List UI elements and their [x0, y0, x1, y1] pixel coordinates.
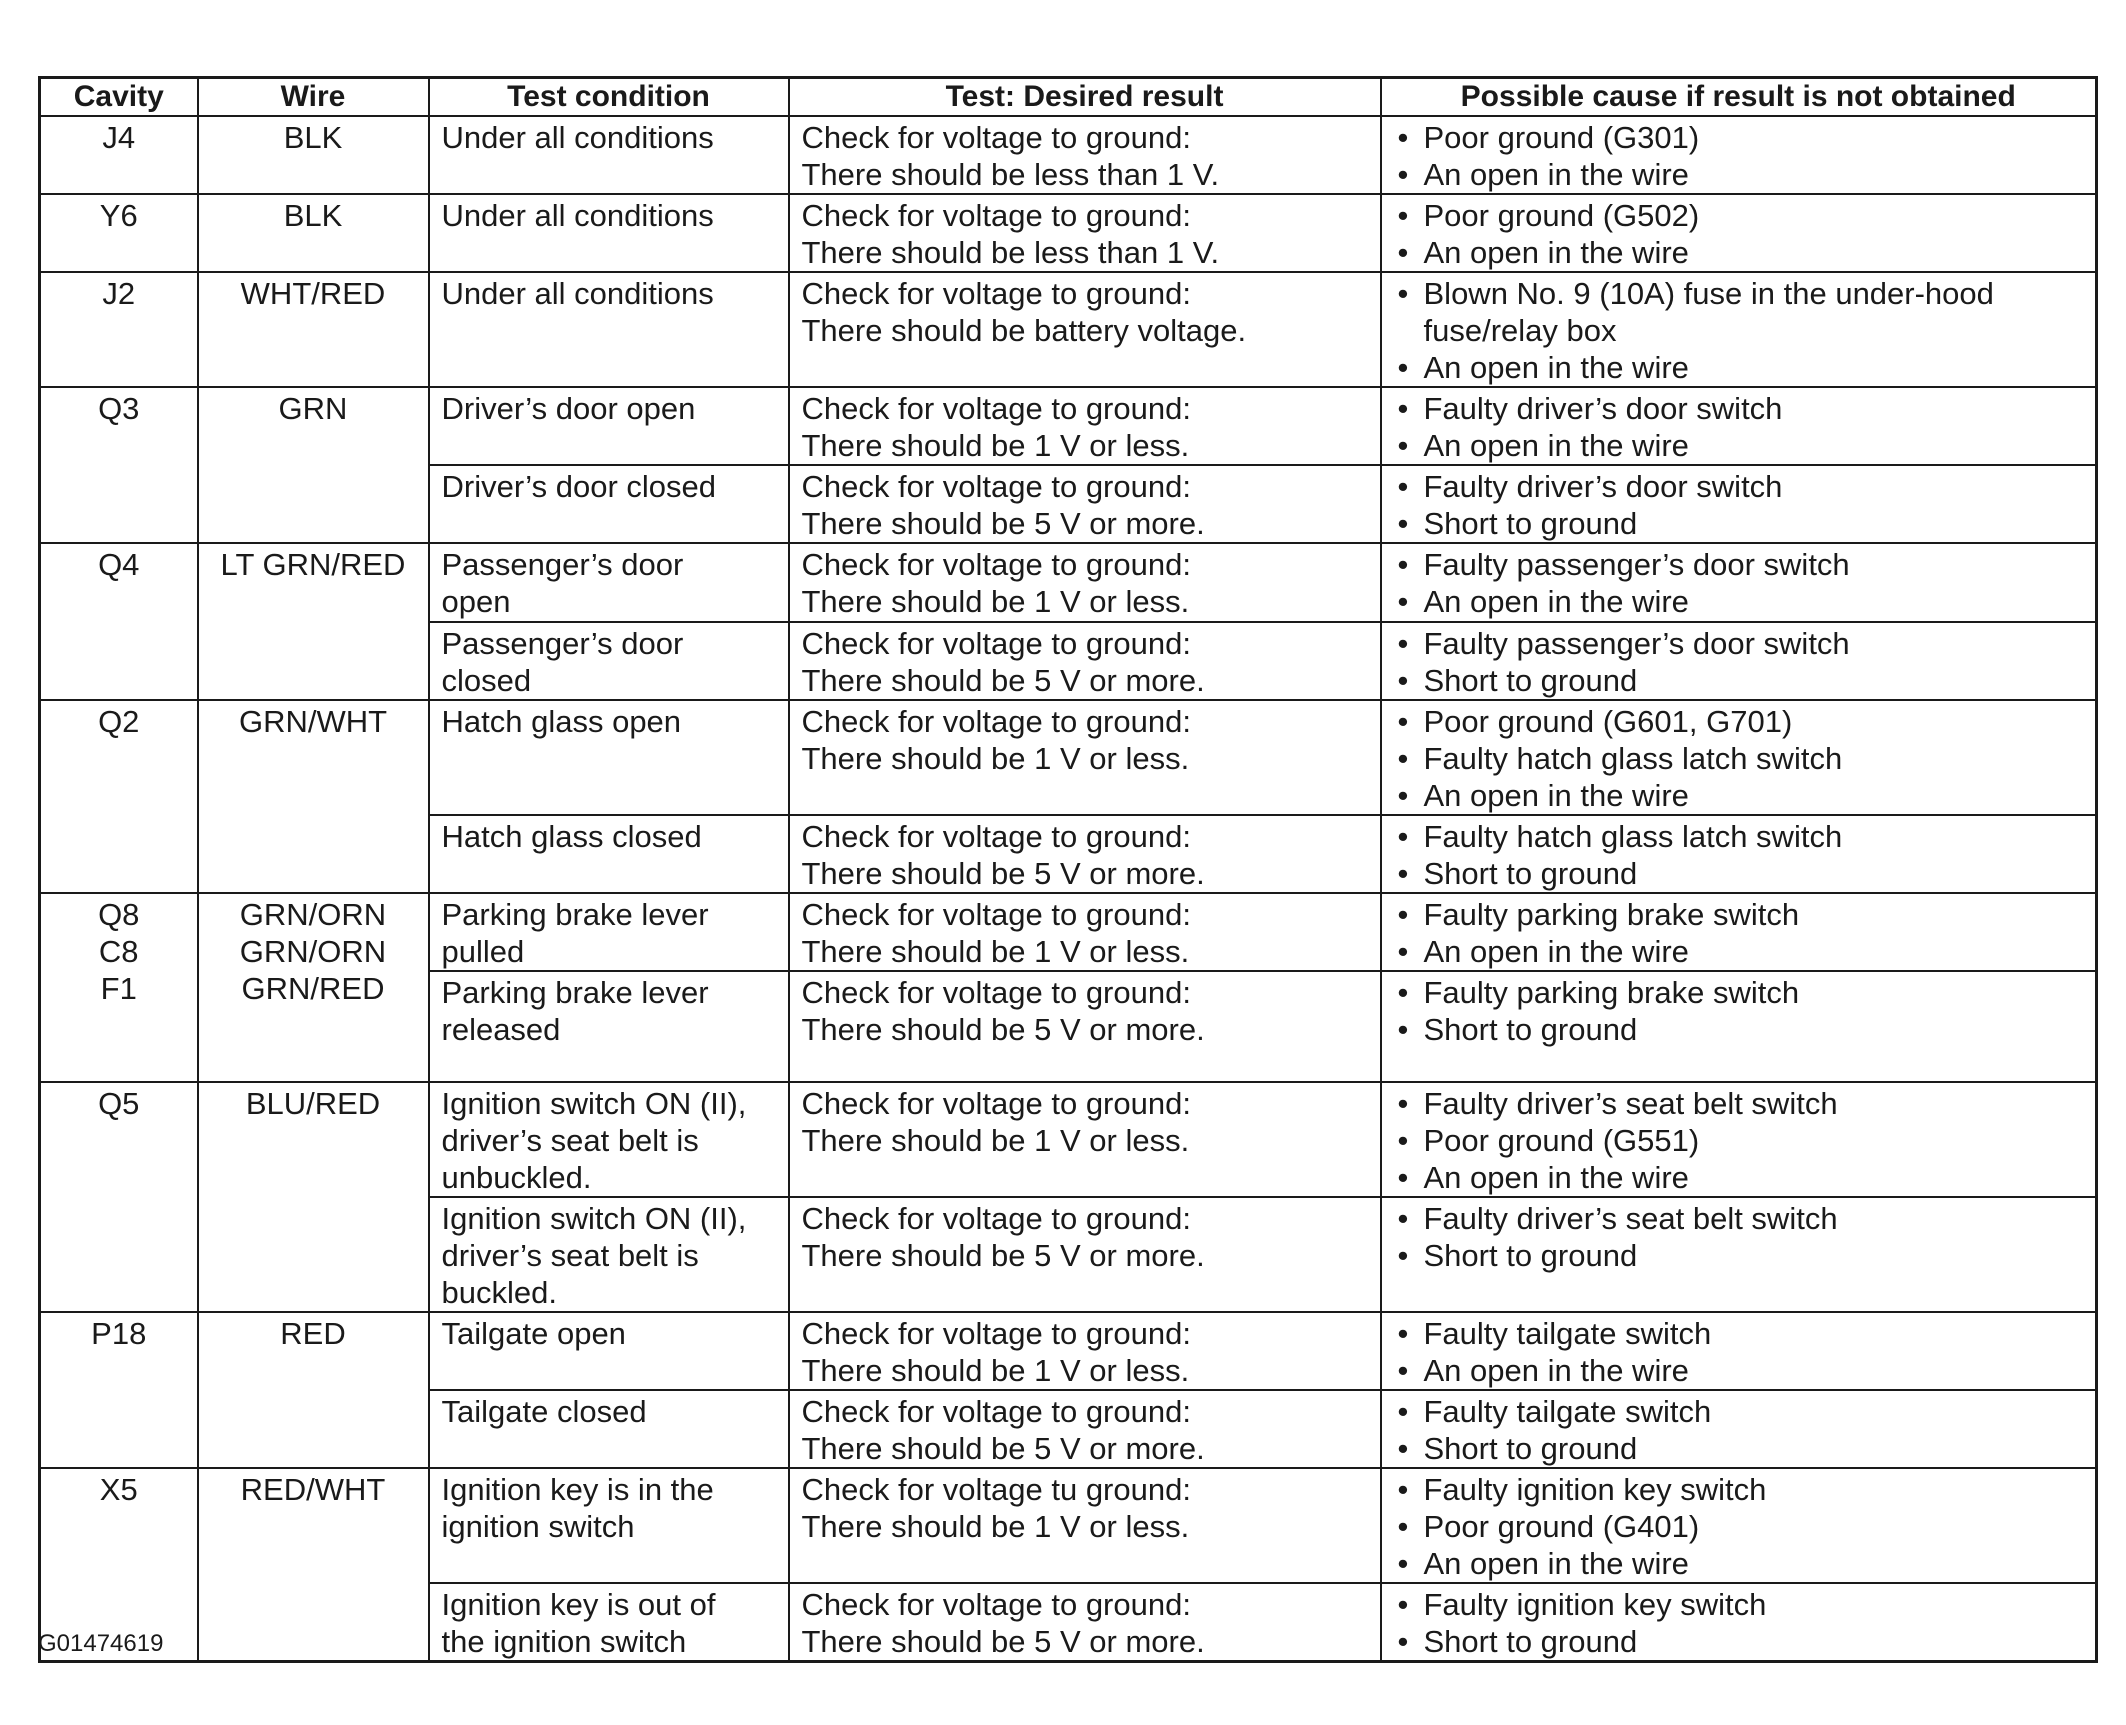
- test-condition-cell: [429, 1082, 789, 1197]
- wire-cell: [198, 272, 429, 387]
- test-condition-text: driver’s seat belt is: [441, 1123, 699, 1158]
- test-condition-text: Passenger’s door: [441, 547, 684, 582]
- test-condition-cell: [429, 1390, 789, 1468]
- possible-cause-item: • Faulty hatch glass latch switch: [1394, 818, 2084, 855]
- wire-color: LT GRN/RED: [220, 547, 406, 582]
- desired-result-text: There should be 5 V or more.: [801, 1012, 1205, 1047]
- test-condition-cell: [429, 815, 789, 893]
- possible-cause-cell: [1381, 893, 2097, 971]
- possible-cause-item: • Faulty tailgate switch: [1394, 1315, 2084, 1352]
- possible-cause-item: • Faulty hatch glass latch switch: [1394, 740, 2084, 777]
- wire-color: GRN/WHT: [238, 704, 388, 739]
- cavity-value: Q4: [98, 547, 140, 582]
- test-condition-text: Ignition key is in the: [441, 1472, 714, 1507]
- desired-result-cell: [789, 815, 1381, 893]
- desired-result-text: Check for voltage to ground:: [801, 975, 1191, 1010]
- test-condition-cell: [429, 700, 789, 815]
- test-condition-text: the ignition switch: [441, 1624, 687, 1659]
- possible-cause-cell: [1381, 1312, 2097, 1390]
- desired-result-text: Check for voltage to ground:: [801, 469, 1191, 504]
- possible-cause-item: • An open in the wire: [1394, 583, 2084, 620]
- test-condition-text: Driver’s door closed: [441, 469, 717, 504]
- desired-result-text: Check for voltage to ground:: [801, 120, 1191, 155]
- possible-cause-item: • Faulty passenger’s door switch: [1394, 546, 2084, 583]
- cavity-cell: [40, 272, 198, 387]
- test-condition-text: Tailgate closed: [441, 1394, 647, 1429]
- test-condition-text: pulled: [441, 934, 525, 969]
- desired-result-cell: [789, 893, 1381, 971]
- test-condition-text: Tailgate open: [441, 1316, 626, 1351]
- possible-cause-cell: [1381, 700, 2097, 815]
- table-row: [40, 543, 2097, 622]
- cavity-value: Q8: [98, 897, 140, 932]
- wire-cell: [198, 1082, 429, 1312]
- cavity-value: J4: [102, 120, 136, 155]
- desired-result-text: Check for voltage to ground:: [801, 391, 1191, 426]
- header-test-condition: Test condition: [429, 78, 789, 117]
- possible-cause-item: • Faulty parking brake switch: [1394, 896, 2084, 933]
- cavity-value: Q2: [98, 704, 140, 739]
- table-row: [40, 700, 2097, 815]
- cavity-value: J2: [102, 276, 136, 311]
- table-row: [40, 387, 2097, 465]
- possible-cause-item: • Poor ground (G301): [1394, 119, 2084, 156]
- possible-cause-item: • Faulty parking brake switch: [1394, 974, 2084, 1011]
- cavity-cell: [40, 543, 198, 700]
- wire-color: WHT/RED: [240, 276, 386, 311]
- desired-result-cell: [789, 971, 1381, 1082]
- possible-cause-cell: [1381, 971, 2097, 1082]
- cavity-value: F1: [100, 971, 137, 1006]
- possible-cause-item: • Faulty ignition key switch: [1394, 1586, 2084, 1623]
- wire-color: GRN/ORN: [239, 934, 387, 969]
- desired-result-cell: [789, 194, 1381, 272]
- possible-cause-cell: [1381, 194, 2097, 272]
- test-condition-cell: [429, 543, 789, 622]
- test-condition-text: open: [441, 584, 511, 619]
- desired-result-text: There should be 1 V or less.: [801, 584, 1190, 619]
- test-condition-text: Hatch glass open: [441, 704, 682, 739]
- possible-cause-item: • An open in the wire: [1394, 777, 2084, 814]
- table-row: [40, 272, 2097, 387]
- wire-color: RED: [280, 1316, 346, 1351]
- figure-code: G01474619: [38, 1630, 164, 1657]
- possible-cause-item: • Faulty driver’s door switch: [1394, 468, 2084, 505]
- test-condition-text: released: [441, 1012, 561, 1047]
- test-condition-cell: [429, 194, 789, 272]
- possible-cause-item: • Short to ground: [1394, 1011, 2084, 1048]
- desired-result-text: Check for voltage to ground:: [801, 1086, 1191, 1121]
- possible-cause-item: • Short to ground: [1394, 1237, 2084, 1274]
- test-condition-text: Under all conditions: [441, 276, 714, 311]
- cavity-value: Y6: [99, 198, 138, 233]
- test-condition-cell: [429, 465, 789, 543]
- wire-cell: [198, 543, 429, 700]
- desired-result-text: Check for voltage to ground:: [801, 626, 1191, 661]
- desired-result-cell: [789, 465, 1381, 543]
- header-row: [40, 78, 2097, 117]
- possible-cause-item: • Poor ground (G551): [1394, 1122, 2084, 1159]
- test-condition-text: closed: [441, 663, 532, 698]
- possible-cause-item: • Faulty ignition key switch: [1394, 1471, 2084, 1508]
- wire-color: BLK: [283, 198, 343, 233]
- possible-cause-item: • An open in the wire: [1394, 1545, 2084, 1582]
- possible-cause-item: • Faulty driver’s door switch: [1394, 390, 2084, 427]
- table-row: [40, 194, 2097, 272]
- wire-color: BLK: [283, 120, 343, 155]
- wire-cell: [198, 387, 429, 543]
- possible-cause-cell: [1381, 1082, 2097, 1197]
- possible-cause-item: • An open in the wire: [1394, 427, 2084, 464]
- test-condition-cell: [429, 971, 789, 1082]
- desired-result-text: Check for voltage to ground:: [801, 1394, 1191, 1429]
- possible-cause-cell: [1381, 1197, 2097, 1312]
- cavity-value: Q5: [98, 1086, 140, 1121]
- desired-result-text: There should be 1 V or less.: [801, 1509, 1190, 1544]
- desired-result-text: There should be 1 V or less.: [801, 1123, 1190, 1158]
- cavity-cell: [40, 1082, 198, 1312]
- desired-result-cell: [789, 387, 1381, 465]
- wire-cell: [198, 700, 429, 893]
- test-condition-cell: [429, 1468, 789, 1583]
- desired-result-text: Check for voltage to ground:: [801, 1316, 1191, 1351]
- desired-result-cell: [789, 1390, 1381, 1468]
- cavity-value: Q3: [98, 391, 140, 426]
- test-condition-text: Ignition switch ON (II),: [441, 1201, 747, 1236]
- desired-result-text: There should be 5 V or more.: [801, 506, 1205, 541]
- possible-cause-cell: [1381, 815, 2097, 893]
- desired-result-cell: [789, 1312, 1381, 1390]
- possible-cause-item: • Poor ground (G502): [1394, 197, 2084, 234]
- desired-result-cell: [789, 1468, 1381, 1583]
- table-row: [40, 1312, 2097, 1390]
- possible-cause-item: • Blown No. 9 (10A) fuse in the under-hood fuse/relay box: [1394, 275, 2084, 349]
- desired-result-cell: [789, 543, 1381, 622]
- wire-cell: [198, 116, 429, 194]
- possible-cause-item: • An open in the wire: [1394, 1159, 2084, 1196]
- desired-result-text: There should be less than 1 V.: [801, 157, 1220, 192]
- test-condition-cell: [429, 893, 789, 971]
- possible-cause-cell: [1381, 387, 2097, 465]
- test-condition-text: unbuckled.: [441, 1160, 592, 1195]
- test-condition-text: Under all conditions: [441, 198, 714, 233]
- header-cavity: Cavity: [40, 78, 198, 117]
- wire-cell: [198, 893, 429, 1082]
- wire-color: GRN: [278, 391, 348, 426]
- table-row: [40, 1468, 2097, 1583]
- possible-cause-item: • Short to ground: [1394, 505, 2084, 542]
- possible-cause-item: • Poor ground (G601, G701): [1394, 703, 2084, 740]
- test-condition-cell: [429, 116, 789, 194]
- cavity-cell: [40, 194, 198, 272]
- desired-result-text: Check for voltage to ground:: [801, 704, 1191, 739]
- header-desired-result: Test: Desired result: [789, 78, 1381, 117]
- desired-result-text: Check for voltage to ground:: [801, 1587, 1191, 1622]
- possible-cause-cell: [1381, 1468, 2097, 1583]
- wire-color: RED/WHT: [240, 1472, 386, 1507]
- possible-cause-cell: [1381, 272, 2097, 387]
- possible-cause-item: • Short to ground: [1394, 855, 2084, 892]
- possible-cause-item: • Short to ground: [1394, 1430, 2084, 1467]
- cavity-cell: [40, 387, 198, 543]
- possible-cause-cell: [1381, 1583, 2097, 1662]
- header-wire: Wire: [198, 78, 429, 117]
- test-condition-text: Under all conditions: [441, 120, 714, 155]
- table-row: [40, 116, 2097, 194]
- cavity-cell: [40, 116, 198, 194]
- desired-result-text: Check for voltage to ground:: [801, 276, 1191, 311]
- cavity-value: P18: [91, 1316, 147, 1351]
- possible-cause-item: • An open in the wire: [1394, 234, 2084, 271]
- test-condition-cell: [429, 1197, 789, 1312]
- possible-cause-item: • An open in the wire: [1394, 156, 2084, 193]
- wire-cell: [198, 1468, 429, 1662]
- table-body: [40, 116, 2097, 1662]
- test-condition-text: Parking brake lever: [441, 975, 709, 1010]
- desired-result-cell: [789, 1583, 1381, 1662]
- test-condition-cell: [429, 1312, 789, 1390]
- header-possible-cause: Possible cause if result is not obtained: [1381, 78, 2097, 117]
- test-condition-cell: [429, 272, 789, 387]
- desired-result-cell: [789, 622, 1381, 700]
- desired-result-text: There should be 1 V or less.: [801, 741, 1190, 776]
- possible-cause-item: • Short to ground: [1394, 662, 2084, 699]
- wire-cell: [198, 1312, 429, 1468]
- desired-result-text: There should be battery voltage.: [801, 313, 1247, 348]
- diagnostic-table: [38, 76, 2098, 1663]
- possible-cause-item: • Faulty driver’s seat belt switch: [1394, 1085, 2084, 1122]
- test-condition-text: Ignition switch ON (II),: [441, 1086, 747, 1121]
- possible-cause-item: • Faulty driver’s seat belt switch: [1394, 1200, 2084, 1237]
- test-condition-cell: [429, 622, 789, 700]
- cavity-cell: [40, 1312, 198, 1468]
- cavity-value: X5: [99, 1472, 138, 1507]
- desired-result-text: Check for voltage to ground:: [801, 198, 1191, 233]
- possible-cause-cell: [1381, 543, 2097, 622]
- test-condition-text: ignition switch: [441, 1509, 635, 1544]
- desired-result-cell: [789, 272, 1381, 387]
- possible-cause-cell: [1381, 622, 2097, 700]
- table-row: [40, 1082, 2097, 1197]
- test-condition-text: Parking brake lever: [441, 897, 709, 932]
- possible-cause-item: • An open in the wire: [1394, 933, 2084, 970]
- possible-cause-item: • Poor ground (G401): [1394, 1508, 2084, 1545]
- desired-result-text: Check for voltage to ground:: [801, 897, 1191, 932]
- desired-result-cell: [789, 1082, 1381, 1197]
- desired-result-text: There should be 5 V or more.: [801, 856, 1205, 891]
- desired-result-cell: [789, 116, 1381, 194]
- wire-color: BLU/RED: [245, 1086, 381, 1121]
- test-condition-text: driver’s seat belt is: [441, 1238, 699, 1273]
- possible-cause-item: • Faulty passenger’s door switch: [1394, 625, 2084, 662]
- possible-cause-cell: [1381, 1390, 2097, 1468]
- wire-cell: [198, 194, 429, 272]
- desired-result-text: There should be 1 V or less.: [801, 1353, 1190, 1388]
- possible-cause-item: • Short to ground: [1394, 1623, 2084, 1660]
- possible-cause-cell: [1381, 465, 2097, 543]
- possible-cause-item: • An open in the wire: [1394, 1352, 2084, 1389]
- desired-result-text: There should be 1 V or less.: [801, 934, 1190, 969]
- desired-result-text: There should be 5 V or more.: [801, 1431, 1205, 1466]
- test-condition-text: Hatch glass closed: [441, 819, 702, 854]
- possible-cause-cell: [1381, 116, 2097, 194]
- cavity-value: C8: [98, 934, 139, 969]
- desired-result-text: There should be less than 1 V.: [801, 235, 1220, 270]
- desired-result-text: There should be 1 V or less.: [801, 428, 1190, 463]
- desired-result-text: Check for voltage tu ground:: [801, 1472, 1191, 1507]
- test-condition-cell: [429, 1583, 789, 1662]
- test-condition-text: Passenger’s door: [441, 626, 684, 661]
- desired-result-text: Check for voltage to ground:: [801, 547, 1191, 582]
- desired-result-text: Check for voltage to ground:: [801, 1201, 1191, 1236]
- cavity-cell: [40, 700, 198, 893]
- desired-result-text: Check for voltage to ground:: [801, 819, 1191, 854]
- test-condition-cell: [429, 387, 789, 465]
- test-condition-text: Driver’s door open: [441, 391, 696, 426]
- table-row: [40, 893, 2097, 971]
- desired-result-text: There should be 5 V or more.: [801, 1624, 1205, 1659]
- test-condition-text: Ignition key is out of: [441, 1587, 716, 1622]
- wire-color: GRN/ORN: [239, 897, 387, 932]
- test-condition-text: buckled.: [441, 1275, 557, 1310]
- possible-cause-item: • Faulty tailgate switch: [1394, 1393, 2084, 1430]
- desired-result-cell: [789, 700, 1381, 815]
- desired-result-text: There should be 5 V or more.: [801, 663, 1205, 698]
- desired-result-text: There should be 5 V or more.: [801, 1238, 1205, 1273]
- wire-color: GRN/RED: [241, 971, 385, 1006]
- cavity-cell: [40, 893, 198, 1082]
- possible-cause-item: • An open in the wire: [1394, 349, 2084, 386]
- desired-result-cell: [789, 1197, 1381, 1312]
